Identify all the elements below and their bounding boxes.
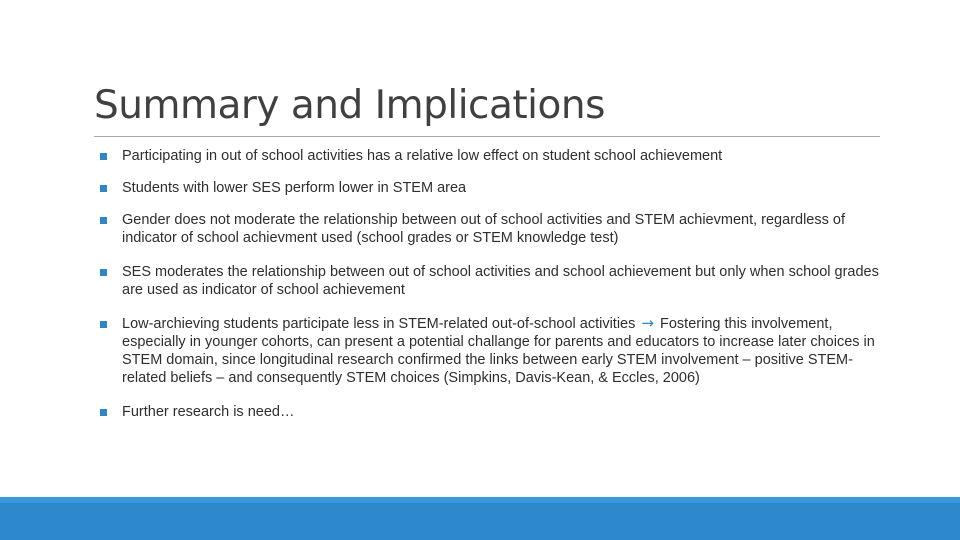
bullet-text: Participating in out of school activities has a relative low effect on student school achievement — [122, 148, 723, 164]
bullet-item-5 — [100, 315, 890, 387]
square-bullet-icon — [100, 321, 107, 328]
right-arrow-icon: → — [641, 314, 654, 332]
bullet-text-after: Fostering this involvement, especially in younger cohorts, can present a potential challange for parents and educators to increase later choices in STEM domain, since longitudinal research confirmed the links between early STEM involvement – positive STEM-related beliefs – and consequently STEM choices (Simpkins, Davis-Kean, & Eccles, 2006) — [122, 316, 875, 386]
bullet-item-3 — [100, 211, 890, 247]
bullet-list — [100, 147, 890, 421]
square-bullet-icon — [100, 217, 107, 224]
title-divider — [94, 136, 880, 137]
bullet-text: Students with lower SES perform lower in STEM area — [122, 180, 467, 196]
square-bullet-icon — [100, 269, 107, 276]
bullet-text: Further research is need… — [122, 404, 295, 420]
bullet-text: Gender does not moderate the relationship between out of school activities and STEM achievment, regardless of indicator of school achievment used (school grades or STEM knowledge test) — [122, 212, 845, 246]
bullet-item-4 — [100, 263, 890, 299]
slide-title: Summary and Implications — [94, 83, 605, 128]
footer-bar — [0, 497, 960, 540]
square-bullet-icon — [100, 185, 107, 192]
footer-bar-highlight — [0, 497, 960, 503]
bullet-item-2 — [100, 179, 890, 197]
bullet-text: SES moderates the relationship between out of school activities and school achievement but only when school grades are used as indicator of school achievement — [122, 264, 879, 298]
bullet-text-before: Low-archieving students participate less in STEM-related out-of-school activities — [122, 316, 636, 332]
square-bullet-icon — [100, 153, 107, 160]
bullet-item-1 — [100, 147, 890, 165]
bullet-item-6 — [100, 403, 890, 421]
square-bullet-icon — [100, 409, 107, 416]
